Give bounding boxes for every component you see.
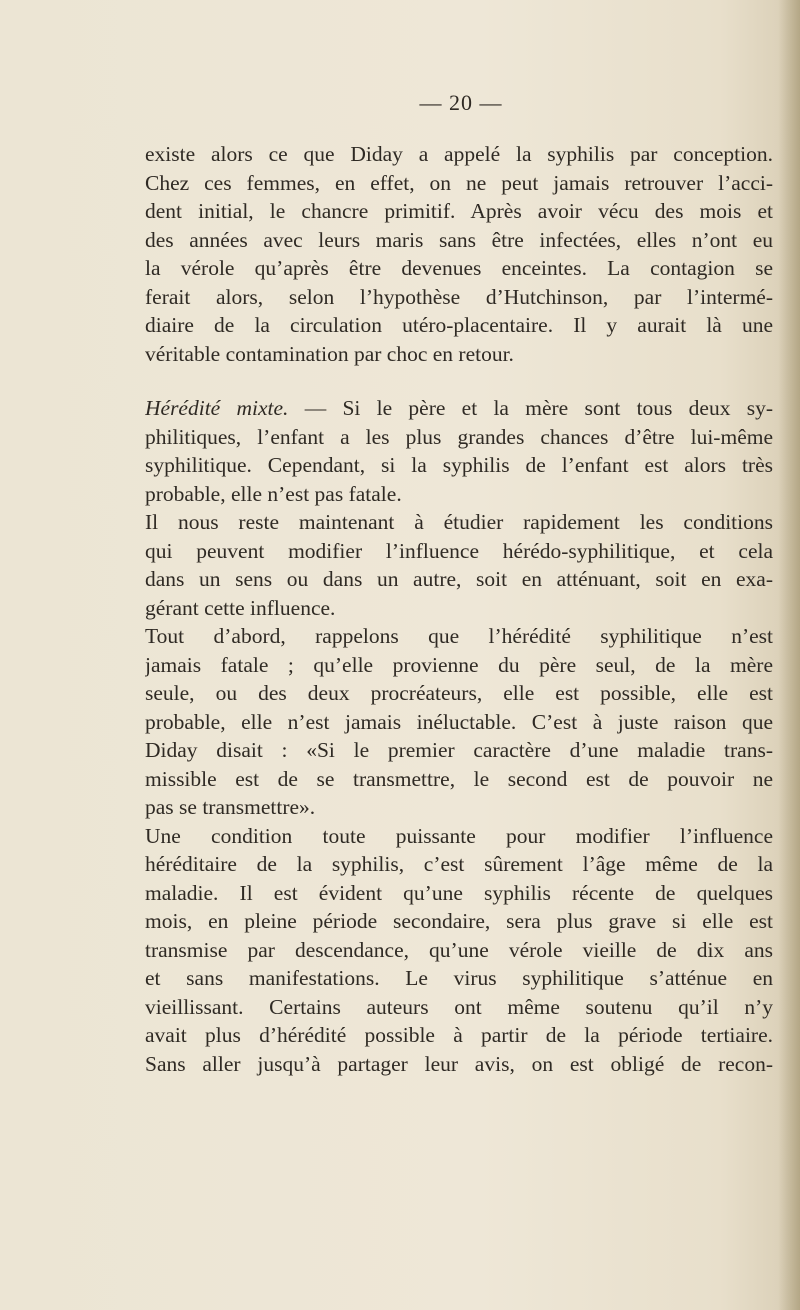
- paragraph-age-maladie: [145, 822, 773, 1079]
- text-line: diaire de la circulation utéro-placentaire. Il y aurait là une: [145, 313, 773, 337]
- text-line: philitiques, l’enfant a les plus grandes chances d’être lui-même: [145, 424, 773, 449]
- text-line: Sans aller jusqu’à partager leur avis, on est obligé de recon-: [145, 1051, 773, 1076]
- text-line: — Si le père et la mère sont tous deux sy-: [304, 396, 773, 420]
- text-line: véritable contamination par choc en retour.: [145, 341, 514, 366]
- paragraph-heredite-mixte: [145, 394, 773, 508]
- text-line: mois, en pleine période secondaire, sera plus grave si elle est: [145, 909, 773, 933]
- section-heading: Hérédité mixte.: [145, 396, 289, 420]
- text-block: [145, 90, 773, 1078]
- text-line: dent initial, le chancre primitif. Après avoir vécu des mois et: [145, 199, 773, 223]
- text-line: Une condition toute puissante pour modifier l’influence: [145, 823, 773, 848]
- paragraph-conditions: [145, 508, 773, 622]
- text-line: héréditaire de la syphilis, c’est sûrement l’âge même de la: [145, 852, 773, 876]
- text-line: pas se transmettre».: [145, 795, 316, 819]
- paragraph-conception: [145, 140, 773, 368]
- text-line: Tout d’abord, rappelons que l’hérédité syphilitique n’est: [145, 624, 773, 648]
- page-number: — 20 —: [419, 90, 503, 115]
- text-line: Il nous reste maintenant à étudier rapidement les conditions: [145, 510, 773, 534]
- text-line: dans un sens ou dans un autre, soit en atténuant, soit en exa-: [145, 567, 773, 591]
- text-line: Chez ces femmes, en effet, on ne peut jamais retrouver l’acci-: [145, 170, 773, 195]
- page-edge-shadow: [778, 0, 800, 1310]
- text-line: qui peuvent modifier l’influence hérédo-syphilitique, et cela: [145, 538, 773, 563]
- paragraph-tout-dabord: [145, 622, 773, 822]
- text-line: vieillissant. Certains auteurs ont même soutenu qu’il n’y: [145, 994, 773, 1019]
- text-line: probable, elle n’est jamais inéluctable. C’est à juste raison que: [145, 709, 773, 734]
- paragraph-spacer: [145, 368, 773, 394]
- text-line: des années avec leurs maris sans être infectées, elles n’ont eu: [145, 227, 773, 252]
- text-line: jamais fatale ; qu’elle provienne du père seul, de la mère: [145, 652, 773, 677]
- text-line: ferait alors, selon l’hypothèse d’Hutchinson, par l’intermé-: [145, 284, 773, 309]
- text-line: probable, elle n’est pas fatale.: [145, 481, 402, 506]
- text-line: la vérole qu’après être devenues enceintes. La contagion se: [145, 256, 773, 280]
- text-line-with-heading: [145, 394, 773, 423]
- text-line: Diday disait : «Si le premier caractère d’une maladie trans-: [145, 738, 773, 762]
- text-line: avait plus d’hérédité possible à partir de la période tertiaire.: [145, 1023, 773, 1047]
- text-line: existe alors ce que Diday a appelé la syphilis par conception.: [145, 142, 773, 166]
- text-line: gérant cette influence.: [145, 595, 336, 620]
- text-line: et sans manifestations. Le virus syphilitique s’atténue en: [145, 966, 773, 990]
- text-line: missible est de se transmettre, le second est de pouvoir ne: [145, 766, 773, 791]
- text-line: transmise par descendance, qu’une vérole vieille de dix ans: [145, 937, 773, 962]
- text-line: maladie. Il est évident qu’une syphilis récente de quelques: [145, 880, 773, 905]
- text-line: syphilitique. Cependant, si la syphilis de l’enfant est alors très: [145, 453, 773, 477]
- text-line: seule, ou des deux procréateurs, elle est possible, elle est: [145, 681, 773, 705]
